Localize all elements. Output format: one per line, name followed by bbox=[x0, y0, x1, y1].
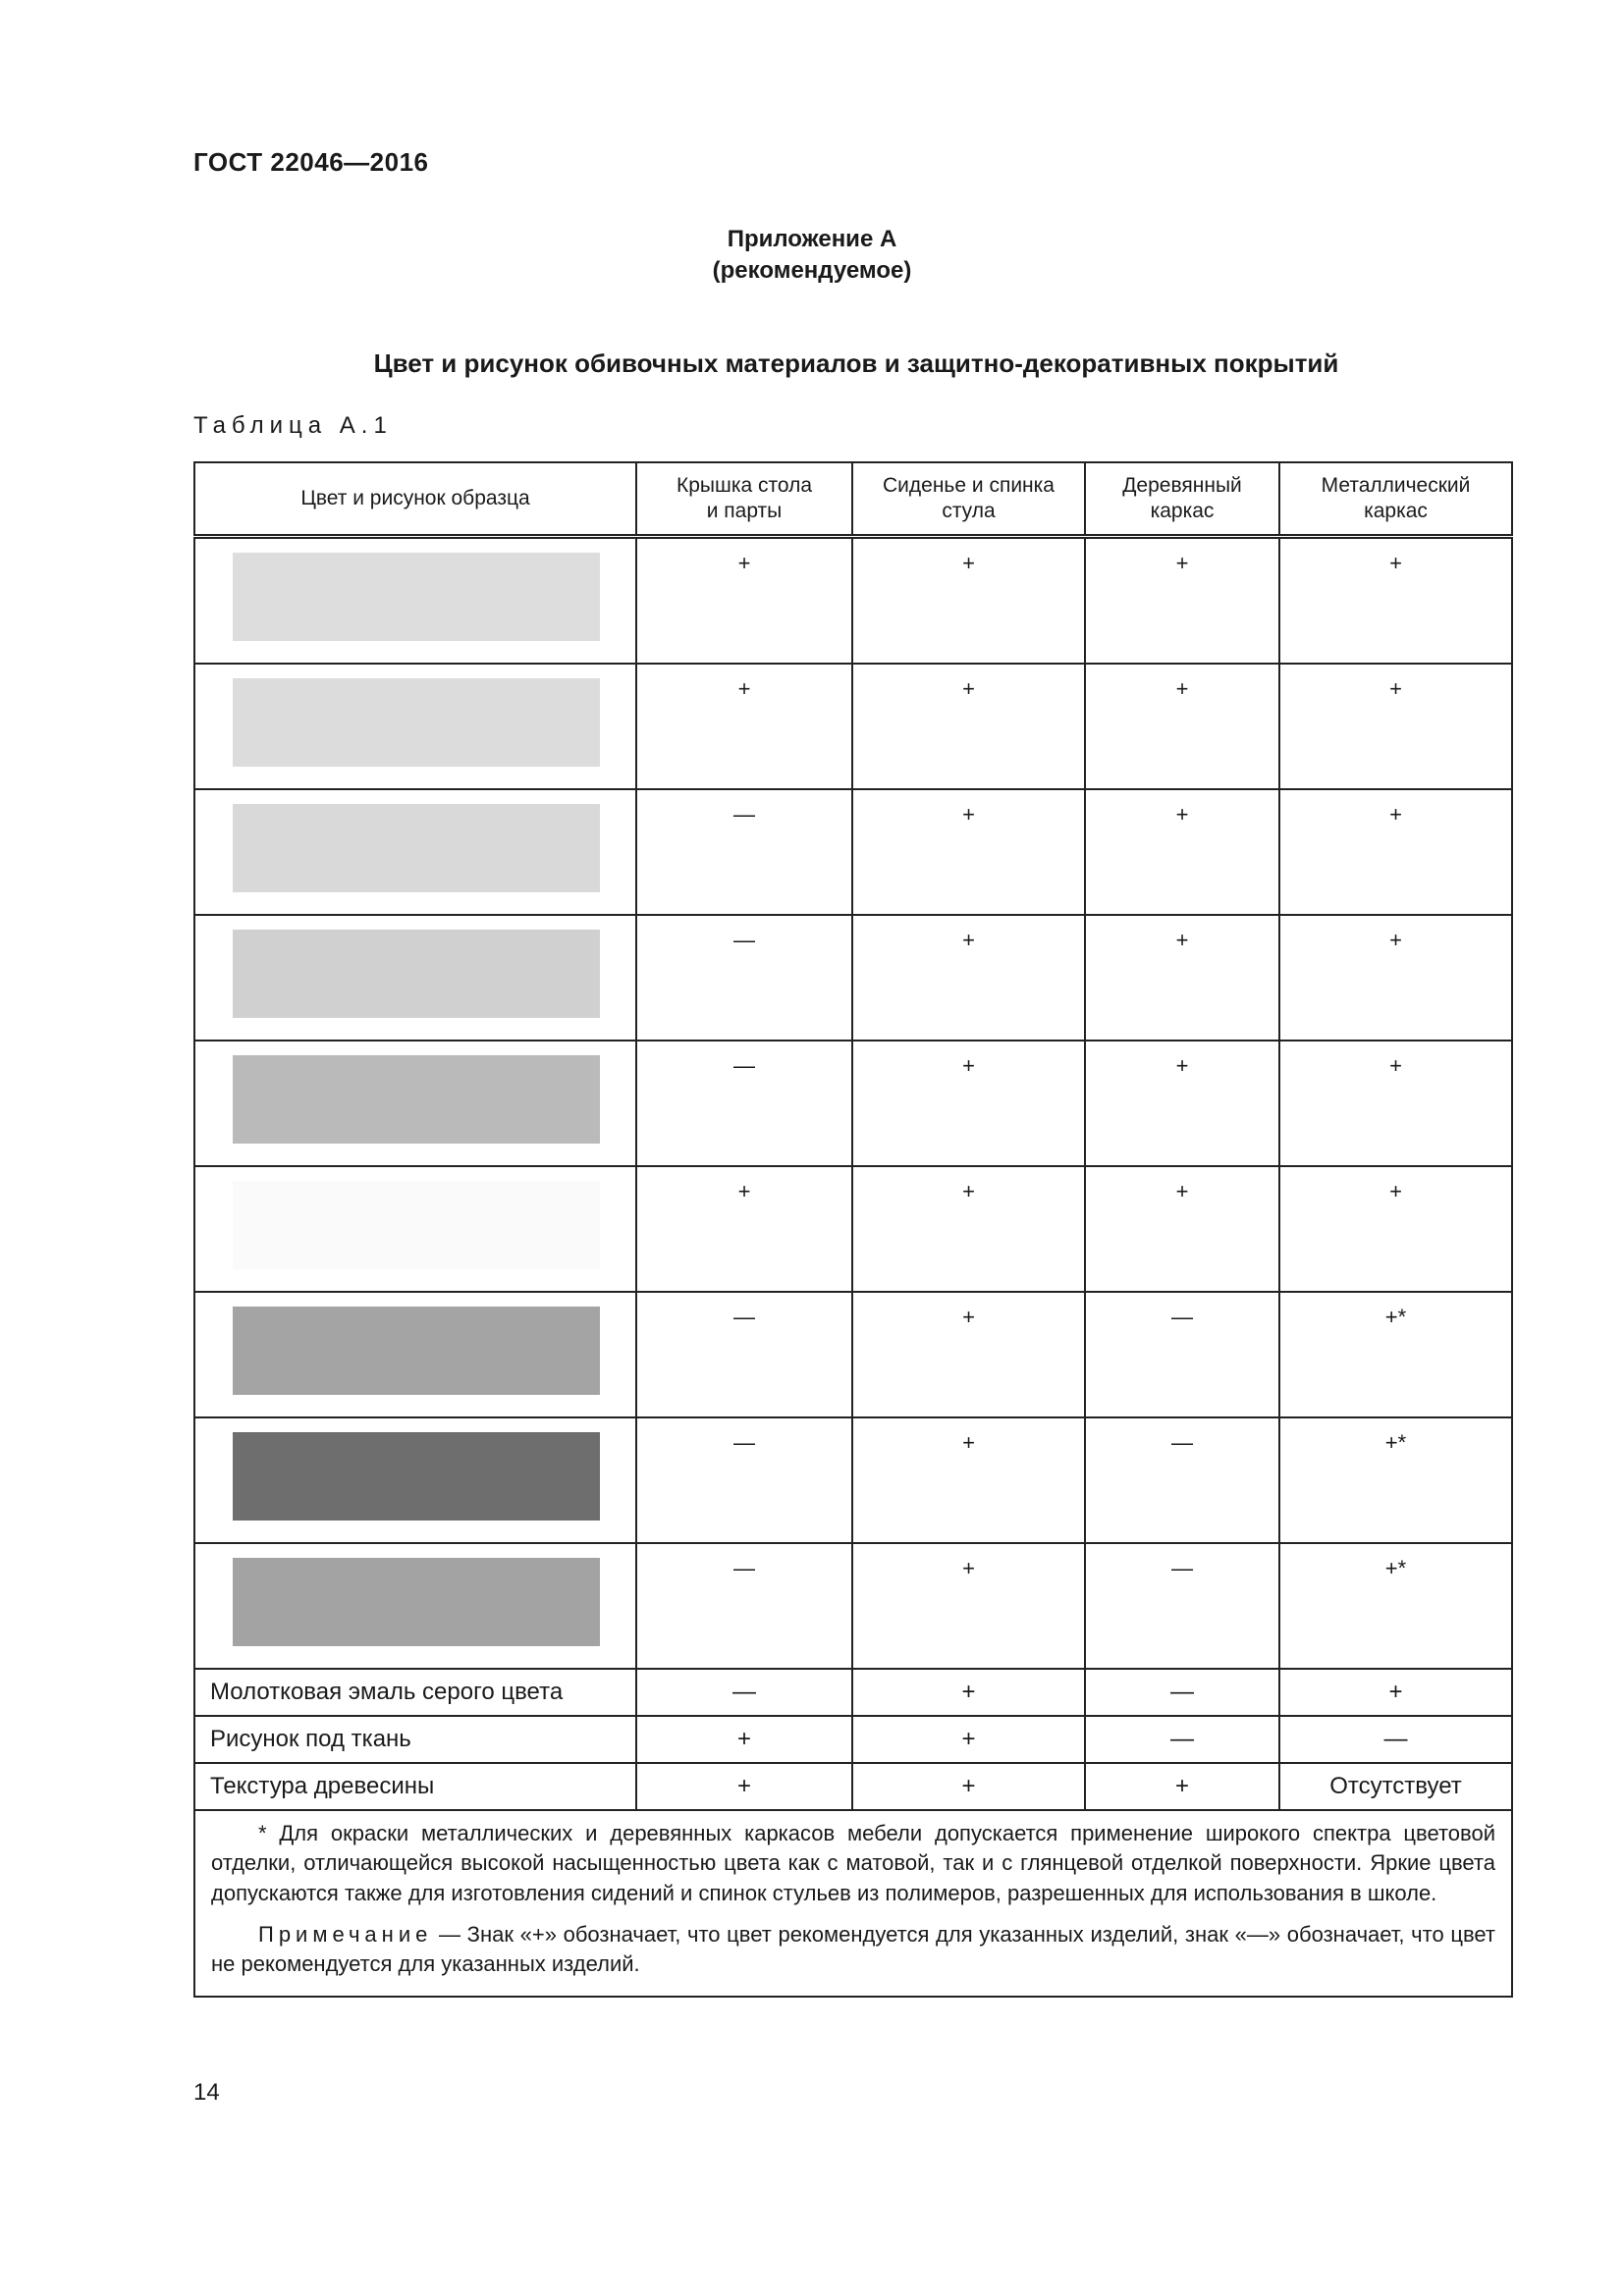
mark-cell bbox=[1085, 1292, 1279, 1417]
notes-row bbox=[194, 1810, 1512, 1997]
recommendation-mark: +* bbox=[1384, 1430, 1407, 1455]
note-text: — Знак «+» обозначает, что цвет рекомендуется для указанных изделий, знак «—» обозначает, что цвет не рекомендуется для указанных изделий. bbox=[211, 1922, 1495, 1977]
swatch-cell bbox=[194, 1041, 636, 1166]
recommendation-mark: + bbox=[962, 1179, 975, 1203]
swatch-cell bbox=[194, 1166, 636, 1292]
recommendation-mark: — bbox=[733, 1430, 755, 1455]
swatch-row bbox=[194, 1166, 1512, 1292]
recommendation-mark: — bbox=[733, 928, 755, 952]
recommendation-mark: +* bbox=[1384, 1556, 1407, 1580]
column-header-metal-frame: Металлический каркас bbox=[1279, 462, 1512, 537]
color-swatch bbox=[233, 930, 600, 1018]
mark-cell bbox=[1085, 1166, 1279, 1292]
recommendation-mark: + bbox=[962, 1305, 975, 1329]
mark-cell bbox=[636, 1417, 852, 1543]
mark-cell bbox=[1085, 915, 1279, 1041]
mark-cell bbox=[852, 915, 1085, 1041]
swatch-cell bbox=[194, 1292, 636, 1417]
recommendation-mark: + bbox=[1175, 928, 1189, 952]
table-container bbox=[193, 461, 1511, 1998]
mark-cell bbox=[1279, 1292, 1512, 1417]
page-number: 14 bbox=[193, 2079, 220, 2106]
mark-cell bbox=[852, 1166, 1085, 1292]
mark-cell bbox=[1279, 915, 1512, 1041]
swatch-cell bbox=[194, 1417, 636, 1543]
recommendation-mark: — bbox=[733, 1053, 755, 1078]
recommendation-mark: + bbox=[1389, 551, 1402, 575]
appendix-title: Приложение А bbox=[727, 226, 897, 252]
mark-cell bbox=[1085, 537, 1279, 665]
mark-cell bbox=[1279, 789, 1512, 915]
mark-cell bbox=[852, 1543, 1085, 1669]
column-header-sample: Цвет и рисунок образца bbox=[194, 462, 636, 537]
standard-header: ГОСТ 22046—2016 bbox=[193, 147, 429, 177]
mark-cell bbox=[1279, 1417, 1512, 1543]
mark-cell bbox=[1085, 1417, 1279, 1543]
appendix-subtitle: (рекомендуемое) bbox=[712, 257, 912, 284]
recommendation-mark: + bbox=[1279, 1669, 1512, 1716]
text-row bbox=[194, 1716, 1512, 1763]
recommendation-mark: — bbox=[1279, 1716, 1512, 1763]
swatch-row bbox=[194, 1417, 1512, 1543]
recommendation-mark: — bbox=[733, 1305, 755, 1329]
note bbox=[211, 1920, 1495, 1980]
recommendation-mark: + bbox=[962, 551, 975, 575]
table-header-row bbox=[194, 462, 1512, 537]
recommendation-mark: + bbox=[737, 551, 751, 575]
recommendation-mark: + bbox=[1389, 928, 1402, 952]
swatch-row bbox=[194, 664, 1512, 789]
swatch-cell bbox=[194, 915, 636, 1041]
recommendation-mark: + bbox=[1389, 676, 1402, 701]
swatch-cell bbox=[194, 664, 636, 789]
mark-cell bbox=[1085, 789, 1279, 915]
color-swatch bbox=[233, 804, 600, 892]
recommendation-mark: — bbox=[636, 1669, 852, 1716]
mark-cell bbox=[636, 1041, 852, 1166]
recommendation-mark: + bbox=[1175, 1179, 1189, 1203]
swatch-row bbox=[194, 1543, 1512, 1669]
mark-cell bbox=[1279, 1543, 1512, 1669]
recommendation-mark: + bbox=[962, 802, 975, 827]
mark-cell bbox=[852, 664, 1085, 789]
mark-cell bbox=[1279, 664, 1512, 789]
mark-cell bbox=[636, 789, 852, 915]
mark-cell bbox=[636, 664, 852, 789]
mark-cell bbox=[636, 915, 852, 1041]
swatch-row bbox=[194, 1292, 1512, 1417]
color-swatch bbox=[233, 1307, 600, 1395]
swatch-row bbox=[194, 915, 1512, 1041]
mark-cell bbox=[1085, 664, 1279, 789]
recommendation-mark: + bbox=[1085, 1763, 1279, 1810]
recommendation-mark: + bbox=[1175, 551, 1189, 575]
recommendation-mark: + bbox=[962, 676, 975, 701]
column-header-chair-seat: Сиденье и спинка стула bbox=[852, 462, 1085, 537]
row-label: Молотковая эмаль серого цвета bbox=[194, 1669, 636, 1716]
mark-cell bbox=[852, 1041, 1085, 1166]
recommendation-mark: + bbox=[1389, 802, 1402, 827]
recommendation-mark: + bbox=[636, 1763, 852, 1810]
recommendation-mark: + bbox=[636, 1716, 852, 1763]
mark-cell bbox=[1085, 1543, 1279, 1669]
mark-cell bbox=[636, 1166, 852, 1292]
table-body bbox=[194, 537, 1512, 1997]
recommendation-mark: — bbox=[733, 1556, 755, 1580]
recommendation-mark: + bbox=[852, 1669, 1085, 1716]
recommendation-mark: + bbox=[962, 1556, 975, 1580]
recommendation-mark: + bbox=[1175, 676, 1189, 701]
swatch-cell bbox=[194, 789, 636, 915]
recommendation-mark: — bbox=[1171, 1430, 1193, 1455]
color-swatch bbox=[233, 1181, 600, 1269]
swatch-cell bbox=[194, 537, 636, 665]
swatch-row bbox=[194, 1041, 1512, 1166]
recommendation-mark: + bbox=[852, 1716, 1085, 1763]
color-swatch bbox=[233, 1055, 600, 1144]
recommendation-mark: + bbox=[737, 676, 751, 701]
mark-cell bbox=[852, 1292, 1085, 1417]
recommendation-mark: + bbox=[1389, 1053, 1402, 1078]
recommendation-mark: — bbox=[1085, 1669, 1279, 1716]
color-swatch bbox=[233, 1432, 600, 1521]
recommendation-mark: Отсутствует bbox=[1279, 1763, 1512, 1810]
mark-cell bbox=[1279, 1166, 1512, 1292]
recommendation-mark: + bbox=[852, 1763, 1085, 1810]
recommendation-mark: — bbox=[733, 802, 755, 827]
recommendation-mark: + bbox=[737, 1179, 751, 1203]
recommendation-mark: + bbox=[962, 1053, 975, 1078]
column-header-wood-frame: Деревянный каркас bbox=[1085, 462, 1279, 537]
recommendation-mark: +* bbox=[1384, 1305, 1407, 1329]
mark-cell bbox=[852, 789, 1085, 915]
table-caption: Таблица А.1 bbox=[193, 412, 393, 439]
mark-cell bbox=[852, 1417, 1085, 1543]
mark-cell bbox=[636, 1292, 852, 1417]
swatch-row bbox=[194, 537, 1512, 665]
column-header-table-top: Крышка стола и парты bbox=[636, 462, 852, 537]
recommendation-mark: + bbox=[1175, 802, 1189, 827]
notes-cell bbox=[194, 1810, 1512, 1997]
mark-cell bbox=[1279, 1041, 1512, 1166]
recommendation-mark: — bbox=[1085, 1716, 1279, 1763]
color-swatch bbox=[233, 678, 600, 767]
color-swatch bbox=[233, 1558, 600, 1646]
footnote: * Для окраски металлических и деревянных каркасов мебели допускается применение широкого спектра цветовой отделки, отличающейся высокой насыщенностью цвета как с матовой, так и с глянцевой отделкой поверхности. Яркие цвета допускаются также для изготовления сидений и спинок стульев из полимеров, разрешенных для использования в школе. bbox=[211, 1821, 1495, 1905]
mark-cell bbox=[852, 537, 1085, 665]
text-row bbox=[194, 1763, 1512, 1810]
recommendation-mark: + bbox=[1175, 1053, 1189, 1078]
recommendation-mark: — bbox=[1171, 1305, 1193, 1329]
color-table bbox=[193, 461, 1513, 1998]
mark-cell bbox=[1085, 1041, 1279, 1166]
mark-cell bbox=[636, 537, 852, 665]
mark-cell bbox=[1279, 537, 1512, 665]
recommendation-mark: + bbox=[962, 1430, 975, 1455]
swatch-row bbox=[194, 789, 1512, 915]
text-row bbox=[194, 1669, 1512, 1716]
swatch-cell bbox=[194, 1543, 636, 1669]
recommendation-mark: + bbox=[962, 928, 975, 952]
color-swatch bbox=[233, 553, 600, 641]
note-label: Примечание bbox=[258, 1922, 433, 1948]
row-label: Текстура древесины bbox=[194, 1763, 636, 1810]
row-label: Рисунок под ткань bbox=[194, 1716, 636, 1763]
recommendation-mark: + bbox=[1389, 1179, 1402, 1203]
mark-cell bbox=[636, 1543, 852, 1669]
section-title: Цвет и рисунок обивочных материалов и защитно-декоративных покрытий bbox=[373, 348, 1339, 378]
recommendation-mark: — bbox=[1171, 1556, 1193, 1580]
